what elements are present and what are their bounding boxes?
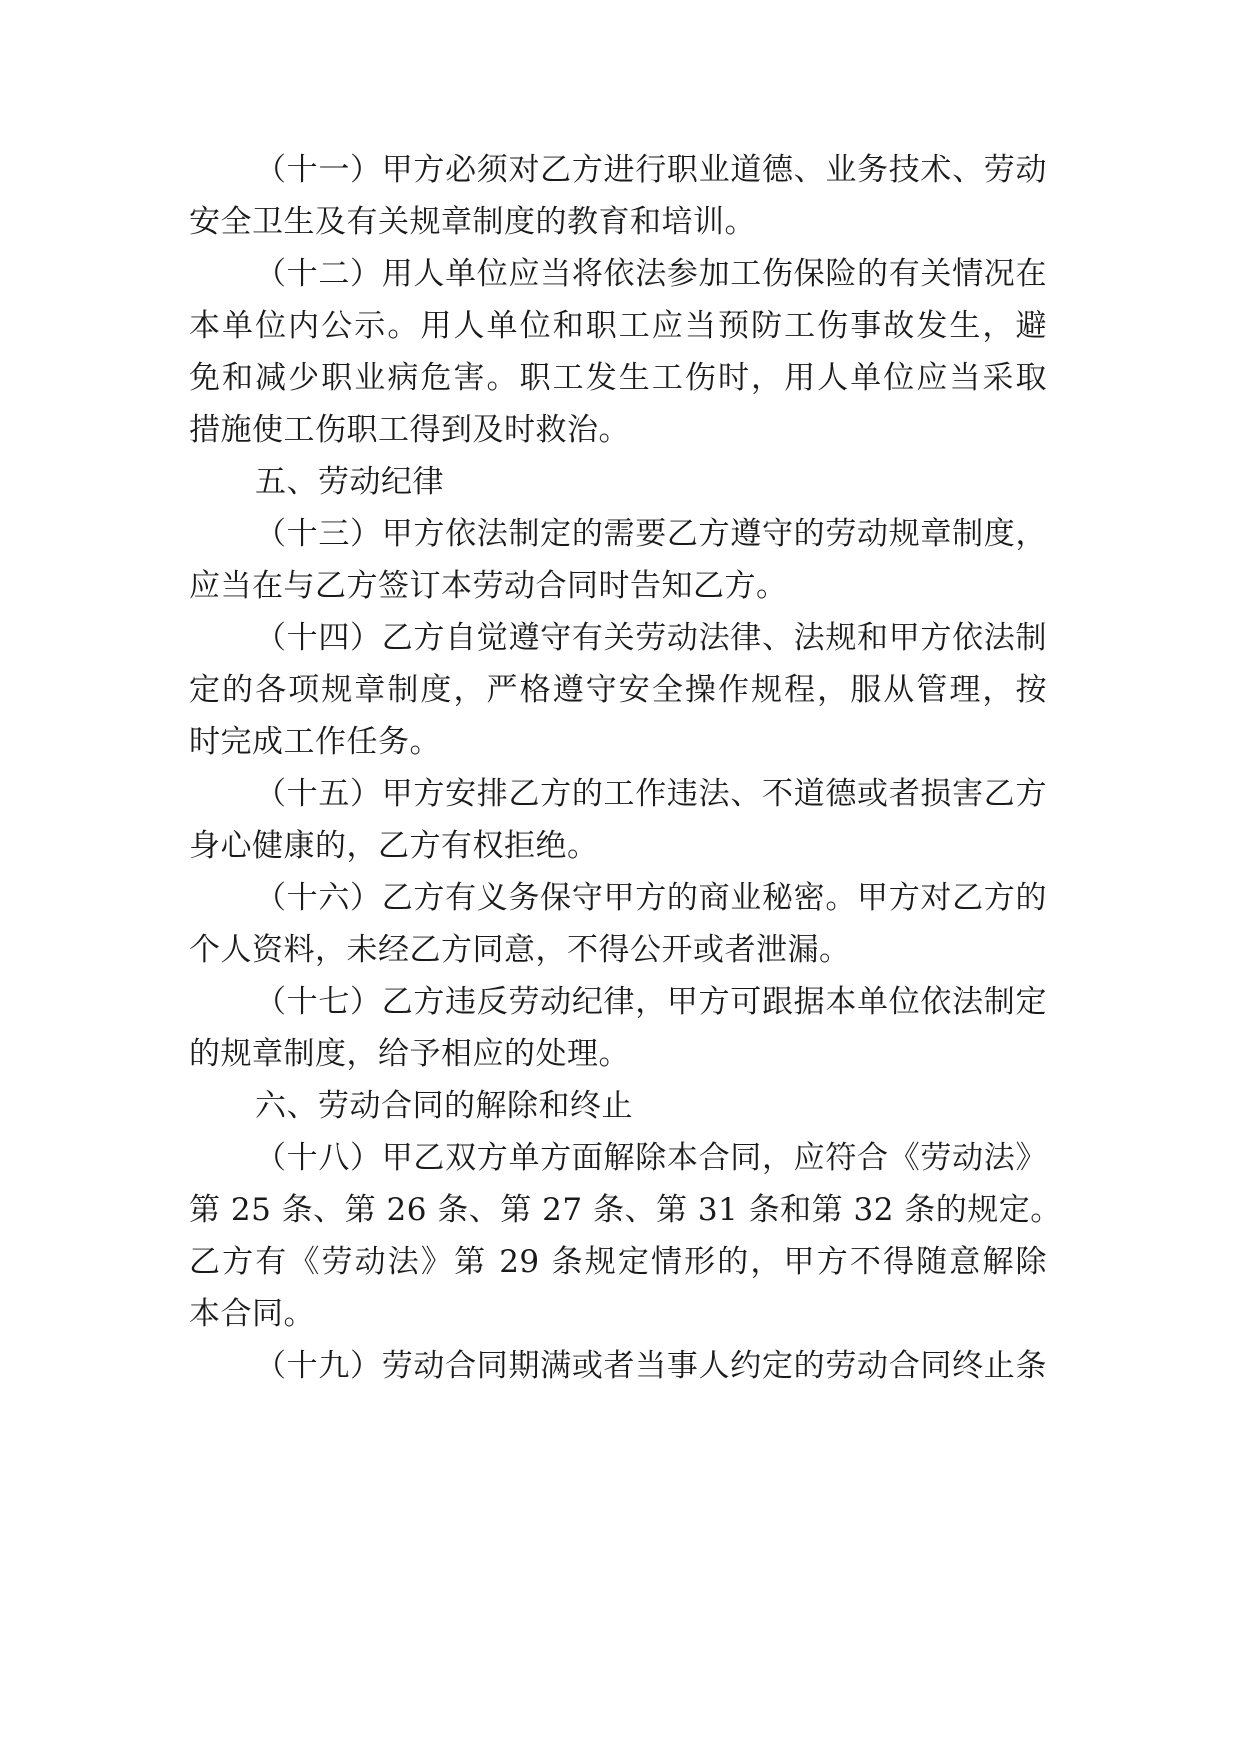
- text-line: 本合同。: [189, 1296, 315, 1332]
- text-line: 时完成工作任务。: [189, 724, 441, 760]
- text-line: 安全卫生及有关规章制度的教育和培训。: [189, 204, 756, 240]
- text-line: 个人资料，未经乙方同意，不得公开或者泄漏。: [189, 932, 851, 968]
- text-line: （十八）甲乙双方单方面解除本合同，应符合《劳动法》: [255, 1140, 1047, 1176]
- text-line: （十二）用人单位应当将依法参加工伤保险的有关情况在: [255, 256, 1047, 292]
- section-heading: 六、劳动合同的解除和终止: [255, 1088, 633, 1124]
- text-line: 本单位内公示。用人单位和职工应当预防工伤事故发生，避: [189, 308, 1047, 344]
- text-line: （十九）劳动合同期满或者当事人约定的劳动合同终止条: [255, 1348, 1047, 1384]
- text-line: 定的各项规章制度，严格遵守安全操作规程，服从管理，按: [189, 672, 1047, 708]
- text-line: （十七）乙方违反劳动纪律，甲方可跟据本单位依法制定: [255, 984, 1047, 1020]
- text-line: 身心健康的，乙方有权拒绝。: [189, 828, 599, 864]
- text-line: （十一）甲方必须对乙方进行职业道德、业务技术、劳动: [255, 152, 1047, 188]
- section-heading: 五、劳动纪律: [255, 464, 444, 500]
- text-line: （十三）甲方依法制定的需要乙方遵守的劳动规章制度，: [255, 516, 1047, 552]
- text-line: 应当在与乙方签订本劳动合同时告知乙方。: [189, 568, 788, 604]
- text-line: （十六）乙方有义务保守甲方的商业秘密。甲方对乙方的: [255, 880, 1047, 916]
- text-line: （十四）乙方自觉遵守有关劳动法律、法规和甲方依法制: [255, 620, 1047, 656]
- text-line: 第 25 条、第 26 条、第 27 条、第 31 条和第 32 条的规定。: [189, 1192, 1062, 1228]
- text-line: 乙方有《劳动法》第 29 条规定情形的，甲方不得随意解除: [189, 1244, 1047, 1280]
- text-line: （十五）甲方安排乙方的工作违法、不道德或者损害乙方: [255, 776, 1047, 812]
- text-line: 的规章制度，给予相应的处理。: [189, 1036, 630, 1072]
- text-line: 措施使工伤职工得到及时救治。: [189, 412, 630, 448]
- text-line: 免和减少职业病危害。职工发生工伤时，用人单位应当采取: [189, 360, 1047, 396]
